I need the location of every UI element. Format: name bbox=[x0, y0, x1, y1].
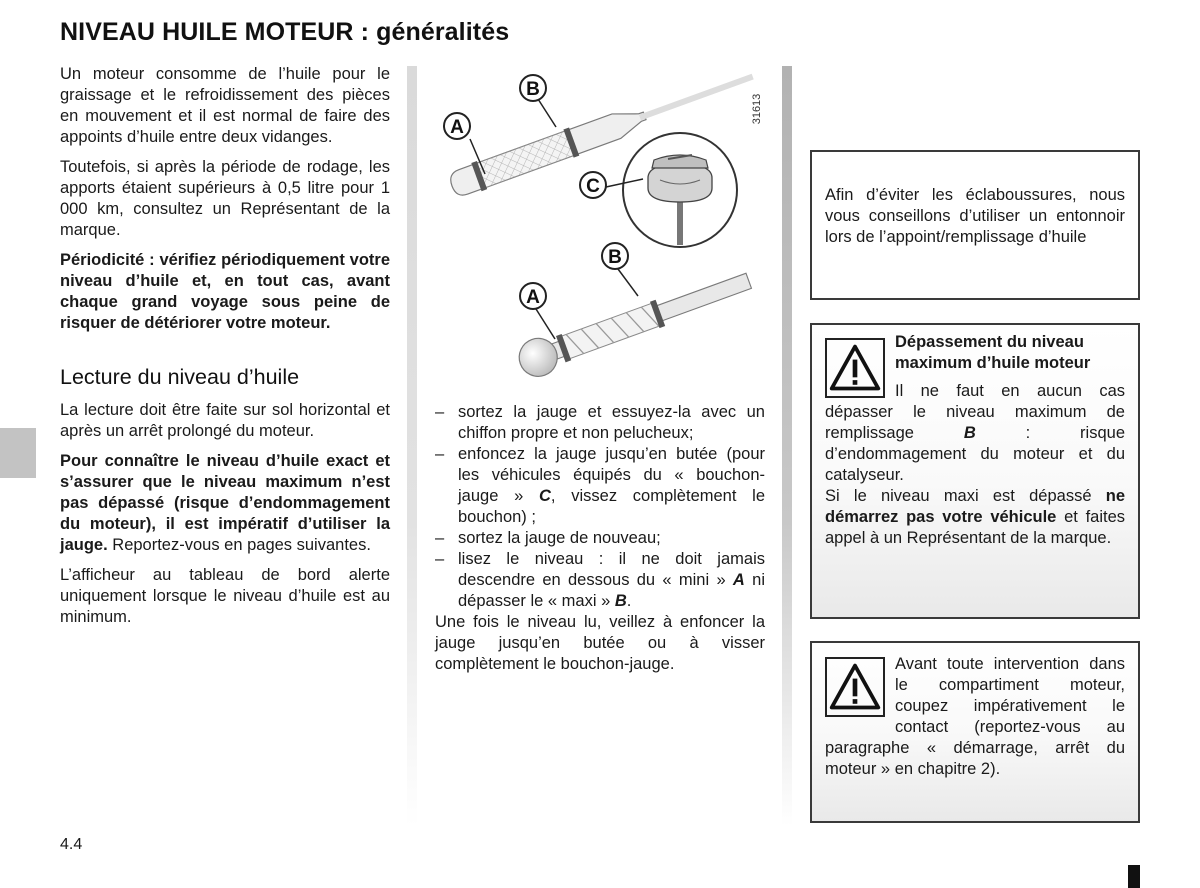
overfill-text: Il ne faut en aucun cas dépasser le niveau maximum de remplissage B : risque d’endommagement du moteur et du catalyseur. bbox=[825, 382, 1125, 484]
label-b-bottom bbox=[602, 243, 628, 269]
warning-box-overfill bbox=[810, 323, 1140, 619]
intro-paragraph: Un moteur consomme de l’huile pour le graissage et le refroidissement des pièces en mouvement et il est normal de faire des appoints d’huile entre deux vidanges. bbox=[60, 65, 390, 146]
svg-text:A: A bbox=[526, 287, 540, 308]
svg-text:C: C bbox=[586, 176, 600, 197]
label-a-top bbox=[444, 113, 470, 139]
dashboard-alert-paragraph: L’afficheur au tableau de bord alerte uniquement lorsque le niveau d’huile est au minimum. bbox=[60, 566, 390, 626]
page-title: NIVEAU HUILE MOTEUR : généralités bbox=[60, 18, 510, 46]
label-b-top bbox=[520, 75, 546, 101]
dipstick-bold-text: Pour connaître le niveau d’huile exact et s’assurer que le niveau maximum n’est pas dépassé (risque d’endommagement du moteur), il est impératif d’utiliser la jauge. bbox=[60, 452, 390, 554]
page-corner-marker bbox=[1128, 865, 1140, 888]
lower-dipstick bbox=[514, 263, 755, 382]
column-middle bbox=[435, 402, 765, 675]
step-remove-dipstick: – sortez la jauge de nouveau; bbox=[435, 528, 765, 549]
chapter-tab bbox=[0, 428, 36, 478]
dipstick-cap-detail bbox=[623, 133, 737, 247]
rodage-paragraph: Toutefois, si après la période de rodage, les apports étaient supérieurs à 0,5 litre pour 1 000 km, consultez un Représentant de la marque. bbox=[60, 158, 390, 239]
reading-condition-paragraph: La lecture doit être faite sur sol horizontal et après un arrêt prolongé du moteur. bbox=[60, 401, 390, 440]
column-left bbox=[60, 64, 390, 637]
column-separator-1 bbox=[407, 66, 417, 826]
svg-text:B: B bbox=[526, 79, 540, 100]
dipstick-illustration bbox=[430, 64, 775, 394]
column-separator-2 bbox=[782, 66, 792, 826]
svg-text:B: B bbox=[608, 247, 622, 268]
label-a-bottom bbox=[520, 283, 546, 309]
section-heading-lecture: Lecture du niveau d’huile bbox=[60, 365, 300, 389]
svg-text:A: A bbox=[450, 117, 464, 138]
page-number: 4.4 bbox=[60, 836, 83, 853]
funnel-advice-text: Afin d’éviter les éclaboussures, nous vous conseillons d’utiliser un entonnoir lors de l’appoint/remplissage d’huile bbox=[825, 186, 1125, 246]
overfill-heading: Dépassement du niveau maximum d’huile moteur bbox=[895, 333, 1091, 372]
final-instruction: Une fois le niveau lu, veillez à enfoncer la jauge jusqu’en butée ou à visser complètement le bouchon-jauge. bbox=[435, 613, 765, 673]
periodicity-paragraph: Périodicité : vérifiez périodiquement votre niveau d’huile et, en tout cas, avant chaque grand voyage sous peine de risquer de détériorer votre moteur. bbox=[60, 251, 390, 332]
warning-box-ignition bbox=[810, 641, 1140, 823]
dipstick-paragraph bbox=[60, 451, 390, 556]
warning-triangle-icon bbox=[825, 657, 885, 717]
step-wipe-dipstick: – sortez la jauge et essuyez-la avec un chiffon propre et non pelucheux; bbox=[435, 402, 765, 444]
label-c bbox=[580, 172, 606, 198]
overfill-instruction: Si le niveau maxi est dépassé ne démarrez pas votre véhicule et faites appel à un Représentant de la marque. bbox=[825, 487, 1126, 547]
step-insert-dipstick: – enfoncez la jauge jusqu’en butée (pour les véhicules équipés du « bouchon-jauge » C, vissez complètement le bouchon) ; bbox=[435, 444, 765, 528]
dipstick-rest-text: Reportez-vous en pages suivantes. bbox=[107, 536, 371, 554]
info-box-funnel bbox=[810, 150, 1140, 300]
ignition-warning-text: Avant toute intervention dans le compartiment moteur, coupez impérativement le contact (reportez-vous au paragraphe « démarrage, arrêt du moteur » en chapitre 2). bbox=[825, 655, 1125, 778]
figure-reference-number: 31613 bbox=[751, 93, 763, 125]
step-read-level: – lisez le niveau : il ne doit jamais descendre en dessous du « mini » A ni dépasser le « maxi » B. bbox=[435, 549, 765, 612]
warning-triangle-icon bbox=[825, 338, 885, 398]
